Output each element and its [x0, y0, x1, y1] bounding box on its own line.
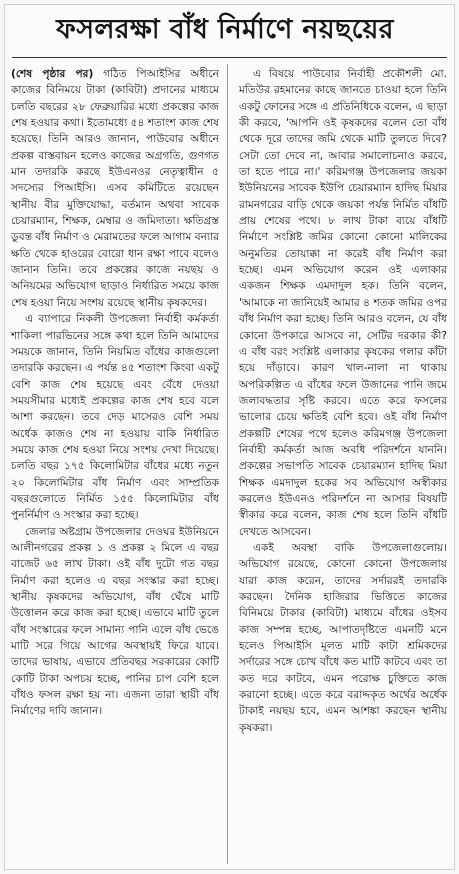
paragraph-text: গঠিত পিআইসির অধীনে কাজের বিনিময়ে টাকা (কাবিটা) প্রদানের মাধ্যমে চলতি বছরের ২৮ ফেব্রুয়ারির মধ্যে প্রকল্পের কাজ শেষ হওয়ার কথা। ইতোমধ্যে ৫৪ শতাংশ কাজ শেষ হয়েছে। তিনি আরও জানান, পাউবোর অধীনে প্রকল্প বাস্তবায়ন হলেও কাজের অগ্রগতি, গুণগত মান তদারকি করছে ইউএনওর নেতৃত্বাধীন ৫ সদস্যের পিআইসি। এসব কমিটিতে রয়েছেন স্থানীয় বীর মুক্তিযোদ্ধা, বর্তমান অথবা সাবেক চেয়ারম্যান, শিক্ষক, মেম্বার ও জমিদাতা। ক্ষতিগ্রস্ত ডুবন্ত বাঁধ নির্মাণ ও মেরামতের ফলে আগাম বন্যার ক্ষতি থেকে হাওরের বোরো ধান রক্ষা পাবে বলেও জানান তিনি। তবে প্রকল্পের কাজে নয়ছয় ও অনিয়মের অভিযোগ ছাড়াও নির্ধারিত সময়ে কাজ শেষ হওয়া নিয়ে সংশয় রয়েছে স্থানীয় কৃষকদের।	[11, 68, 219, 309]
article-paragraph: এ ব্যাপারে নিকলী উপজেলা নির্বাহী কর্মকর্তা শাকিলা পারভিনের সঙ্গে কথা হলে তিনি আমাদের সময়কে জানান, তিনি নিয়মিত বাঁধের কাজগুলো তদারকি করছেন। এ পর্যন্ত ৪৫ শতাংশ কিংবা একটু বেশি কাজ শেষ হয়েছে এবং বেঁধে দেওয়া সময়সীমার মধ্যেই প্রকল্পের কাজ শেষ হবে বলে আশা করছেন। তবে দেড় মাসেরও বেশি সময় অর্ধেক কাজও শেষ না হওয়ায় বাকি নির্ধারিত সময়ে কাজ শেষ হওয়া নিয়ে সংশয় দেখা দিয়েছে। চলতি বছর ১৭৫ কিলোমিটার বাঁধের মধ্যে নতুন ২০ কিলোমিটার বাঁধ নির্মাণ এবং সাম্প্রতিক বছরগুলোতে নির্মিত ১৫৫ কিলোমিটার বাঁধ পুনর্নির্মাণ ও সংস্কার করা হচ্ছে।	[11, 313, 219, 522]
headline: ফসলরক্ষা বাঁধ নির্মাণে নয়ছয়ের	[56, 13, 394, 45]
left-column	[11, 66, 219, 720]
column-divider	[227, 64, 228, 864]
article-paragraph: একই অবস্থা বাকি উপজেলাগুলোয়। অভিযোগ রয়েছে, কোনো কোনো উপজেলায় যারা কাজ করেন, তাদের সর্দাররই তদারকি করছেন। দৈনিক হাজিরার ভিত্তিতে কাজের বিনিময়ে টাকার (কাবিটা) মাধ্যমে বাঁধের ওইসব কাজ সম্পন্ন হচ্ছে, আপাতদৃষ্টিতে এমনটি মনে হলেও পিআইসি মূলত মাটি কাটা শ্রমিকদের সর্দারের সঙ্গে চোখ বাঁধে কত মাটি কাটবে এবং তা কত দরে কাটবে, এমন পরোক্ষ চুক্তিতে কাজ করানো হচ্ছে। এতে করে বরাদ্দকৃত অর্থের অর্ধেক টাকাই নয়ছয় হবে, এমন আশঙ্কা করছেন স্থানীয় কৃষকরা।	[239, 541, 447, 734]
headline-rule	[12, 57, 447, 58]
article-paragraph: এ বিষয়ে পাউবোর নির্বাহী প্রকৌশলী মো. মতিউর রহমানের কাছে জানতে চাওয়া হলে তিনি একটু ফোনের সঙ্গে এ প্রতিনিধিকে বলেন, এ ছাড়া কী করবে, 'আপনি ওই কৃষকদের বলেন তো বাঁধ থেকে দূরে তাদের জমি থেকে মাটি তুলতে দিবে? সেটা তো দেবে না, আবার সমালোচনাও করবে, তা হতে পারে না।' করিমগঞ্জ উপজেলার জয়কা ইউনিয়নের সাবেক ইউপি চেয়ারম্যান হাদিছ মিয়ার রামনগরের বাড়ি থেকে জয়কা পর্যন্ত নির্মিত বাঁধটি প্রায় শেষের পথে। ৮ লাখ টাকা ব্যয়ে বাঁধটি নির্মাণে সংশ্লিষ্ট জমির কোনো কোনো মালিকের অনুমতির তোয়াক্কা না করেই বাঁধ নির্মাণ করা হচ্ছে। এমন অভিযোগ করেন ওই এলাকার একজন শিক্ষক এমদাদুল হক। তিনি বলেন, 'আমাকে না জানিয়েই আমার ৪ শতক জমির ওপর বাঁধ নির্মাণ করা হচ্ছে। তিনি আরও বলেন, যে বাঁধ কোনো উপকারে আসবে না, সেটির দরকার কী? এ বাঁধ বরং সংশ্লিষ্ট এলাকার কৃষকের গলার কাঁটা হয়ে দাঁড়াবে। কারণ খাল-নালা না থাকায় অপরিকল্পিত এ বাঁধের ফলে উজানের পানি জমে জলাবদ্ধতার সৃষ্টি করবে। এতে করে ফসলের ভালোর চেয়ে ক্ষতিই বেশি হবে। ওই বাঁধ নির্মাণ প্রকল্পটি শেষের পথে হলেও করিমগঞ্জ উপজেলা নির্বাহী কর্মকর্তা আজ অবধি পরিদর্শনে যাননি। প্রকল্পের সভাপতি সাবেক চেয়ারম্যান হাদিছ মিয়া শিক্ষক এমদাদুল হকের সব অভিযোগ অস্বীকার করলেও ইউএনও পরিদর্শনে না আসার বিষয়টি স্বীকার করে বলেন, কাজ শেষ হলে তিনি বাঁধটি দেখতে আসবেন।	[239, 68, 447, 538]
continuation-marker: (শেষ পৃষ্ঠার পর)	[11, 68, 94, 80]
article-paragraph	[11, 66, 219, 311]
article-paragraph: জেলার অষ্টগ্রাম উপজেলার দেওঘর ইউনিয়নে আলীনগরের প্রকল্প ১ ও প্রকল্প ২ মিলে এ বছর বাজেট ৬৫ লাখ টাকা। ওই বাঁধ দুটো গত বছর নির্মাণ করা হলেও এ বছর সংস্কার করা হচ্ছে। স্থানীয় কৃষকদের অভিযোগ, বাঁধ ঘেঁষে মাটি উত্তোলন করে কাজ করা হচ্ছে। এভাবে মাটি তুলে বাঁধ সংস্কারের ফলে সামান্য পানি এলে বাঁধ ভেঙে মাটি সরে গিয়ে আগের অবস্থায়ই ফিরে যাবে। তাদের ভাষায়, এভাবে প্রতিবছর সরকারের কোটি কোটি টাকা অপচয় হচ্ছে, পানির চাপ বেশি হলে বাঁধও ফসল রক্ষা হয় না। এজন্য তারা স্থায়ী বাঁধ নির্মাণের দাবি জানান।	[11, 525, 219, 718]
right-column	[239, 66, 447, 736]
